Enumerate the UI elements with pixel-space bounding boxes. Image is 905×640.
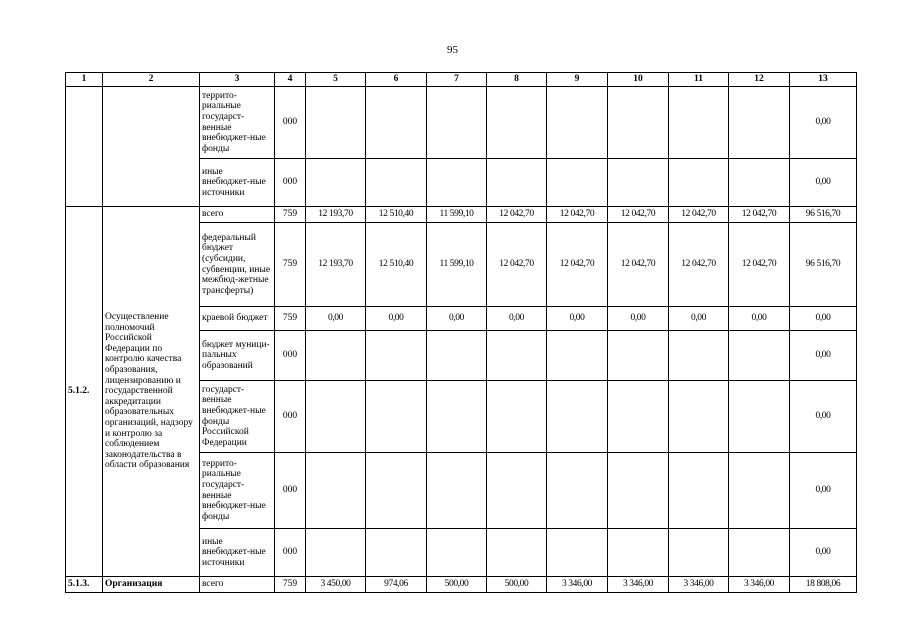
code-cell: 000 (275, 529, 306, 577)
source-cell: краевой бюджет (200, 307, 275, 331)
value-cell: 3 346,00 (669, 577, 729, 593)
value-cell (487, 529, 547, 577)
value-cell (669, 331, 729, 381)
col-header-8: 8 (487, 73, 547, 87)
col-header-4: 4 (275, 73, 306, 87)
description-cell-empty (103, 87, 200, 207)
value-cell (729, 453, 790, 529)
section-description: Осуществление полномочий Российской Федерации по контролю качества образования, лицензированию и государственной аккредитации образовательных организаций, надзору и контролю за соблюдением законодательства в области образования (103, 207, 200, 577)
value-cell (608, 453, 669, 529)
value-cell: 0,00 (547, 307, 608, 331)
value-cell (487, 381, 547, 453)
table-row (66, 87, 857, 159)
value-cell (306, 87, 366, 159)
col-header-12: 12 (729, 73, 790, 87)
index-cell-empty (66, 87, 103, 207)
value-cell: 0,00 (669, 307, 729, 331)
value-cell (729, 87, 790, 159)
total-cell: 96 516,70 (790, 223, 857, 307)
value-cell (487, 331, 547, 381)
code-cell: 000 (275, 381, 306, 453)
value-cell (547, 159, 608, 207)
source-cell: всего (200, 207, 275, 223)
value-cell (729, 381, 790, 453)
value-cell (366, 159, 427, 207)
total-cell: 18 808,06 (790, 577, 857, 593)
value-cell (487, 453, 547, 529)
value-cell (547, 87, 608, 159)
col-header-6: 6 (366, 73, 427, 87)
value-cell: 12 042,70 (729, 207, 790, 223)
value-cell (306, 381, 366, 453)
value-cell: 500,00 (427, 577, 487, 593)
value-cell: 12 193,70 (306, 207, 366, 223)
value-cell (306, 453, 366, 529)
total-cell: 0,00 (790, 453, 857, 529)
value-cell: 0,00 (608, 307, 669, 331)
value-cell: 12 042,70 (547, 207, 608, 223)
value-cell (547, 529, 608, 577)
value-cell: 12 193,70 (306, 223, 366, 307)
value-cell: 11 599,10 (427, 207, 487, 223)
value-cell: 0,00 (729, 307, 790, 331)
value-cell (729, 159, 790, 207)
value-cell (729, 331, 790, 381)
code-cell: 000 (275, 331, 306, 381)
value-cell (487, 87, 547, 159)
value-cell: 12 042,70 (547, 223, 608, 307)
value-cell: 3 450,00 (306, 577, 366, 593)
value-cell (547, 381, 608, 453)
col-header-1: 1 (66, 73, 103, 87)
value-cell: 3 346,00 (729, 577, 790, 593)
source-cell: всего (200, 577, 275, 593)
value-cell: 12 510,40 (366, 207, 427, 223)
value-cell: 500,00 (487, 577, 547, 593)
code-cell: 000 (275, 87, 306, 159)
code-cell: 000 (275, 159, 306, 207)
value-cell (669, 159, 729, 207)
total-cell: 0,00 (790, 307, 857, 331)
value-cell (669, 87, 729, 159)
code-cell: 759 (275, 223, 306, 307)
code-cell: 000 (275, 453, 306, 529)
section-index: 5.1.2. (66, 207, 103, 577)
value-cell: 11 599,10 (427, 223, 487, 307)
header-row (66, 73, 857, 87)
col-header-13: 13 (790, 73, 857, 87)
source-cell: иные внебюджет-ные источники (200, 529, 275, 577)
value-cell (547, 331, 608, 381)
value-cell: 3 346,00 (547, 577, 608, 593)
budget-table (65, 72, 857, 593)
table-row (66, 207, 857, 223)
source-cell: террито-риальные государст-венные внебюджет-ные фонды (200, 87, 275, 159)
total-cell: 0,00 (790, 87, 857, 159)
total-cell: 0,00 (790, 331, 857, 381)
section-description: Организация (103, 577, 200, 593)
col-header-10: 10 (608, 73, 669, 87)
value-cell (669, 381, 729, 453)
value-cell (487, 159, 547, 207)
col-header-3: 3 (200, 73, 275, 87)
value-cell (729, 529, 790, 577)
value-cell (306, 529, 366, 577)
value-cell (366, 381, 427, 453)
source-cell: федеральный бюджет (субсидии, субвенции, иные межбюд-жетные трансферты) (200, 223, 275, 307)
value-cell (669, 529, 729, 577)
col-header-11: 11 (669, 73, 729, 87)
total-cell: 96 516,70 (790, 207, 857, 223)
value-cell: 0,00 (487, 307, 547, 331)
section-index: 5.1.3. (66, 577, 103, 593)
value-cell: 974,06 (366, 577, 427, 593)
source-cell: иные внебюджет-ные источники (200, 159, 275, 207)
source-cell: государст-венные внебюджет-ные фонды Российской Федерации (200, 381, 275, 453)
value-cell (427, 87, 487, 159)
value-cell (306, 331, 366, 381)
code-cell: 759 (275, 577, 306, 593)
value-cell: 0,00 (427, 307, 487, 331)
value-cell: 12 042,70 (608, 223, 669, 307)
value-cell (608, 87, 669, 159)
total-cell: 0,00 (790, 159, 857, 207)
value-cell (366, 331, 427, 381)
col-header-2: 2 (103, 73, 200, 87)
value-cell: 12 510,40 (366, 223, 427, 307)
value-cell: 0,00 (366, 307, 427, 331)
value-cell: 12 042,70 (729, 223, 790, 307)
code-cell: 759 (275, 207, 306, 223)
value-cell (547, 453, 608, 529)
value-cell (608, 331, 669, 381)
value-cell (427, 159, 487, 207)
value-cell (608, 529, 669, 577)
code-cell: 759 (275, 307, 306, 331)
col-header-9: 9 (547, 73, 608, 87)
value-cell: 3 346,00 (608, 577, 669, 593)
value-cell: 12 042,70 (487, 207, 547, 223)
value-cell (427, 381, 487, 453)
source-cell: бюджет муници-пальных образований (200, 331, 275, 381)
value-cell (427, 529, 487, 577)
value-cell (427, 331, 487, 381)
col-header-5: 5 (306, 73, 366, 87)
table-row (66, 577, 857, 593)
total-cell: 0,00 (790, 381, 857, 453)
value-cell (366, 87, 427, 159)
value-cell (366, 453, 427, 529)
value-cell: 12 042,70 (669, 207, 729, 223)
value-cell: 12 042,70 (608, 207, 669, 223)
col-header-7: 7 (427, 73, 487, 87)
value-cell (608, 159, 669, 207)
value-cell: 12 042,70 (487, 223, 547, 307)
value-cell: 0,00 (306, 307, 366, 331)
source-cell: террито-риальные государст-венные внебюджет-ные фонды (200, 453, 275, 529)
page-number: 95 (447, 44, 458, 56)
value-cell (306, 159, 366, 207)
value-cell (366, 529, 427, 577)
total-cell: 0,00 (790, 529, 857, 577)
value-cell (608, 381, 669, 453)
value-cell: 12 042,70 (669, 223, 729, 307)
value-cell (669, 453, 729, 529)
value-cell (427, 453, 487, 529)
